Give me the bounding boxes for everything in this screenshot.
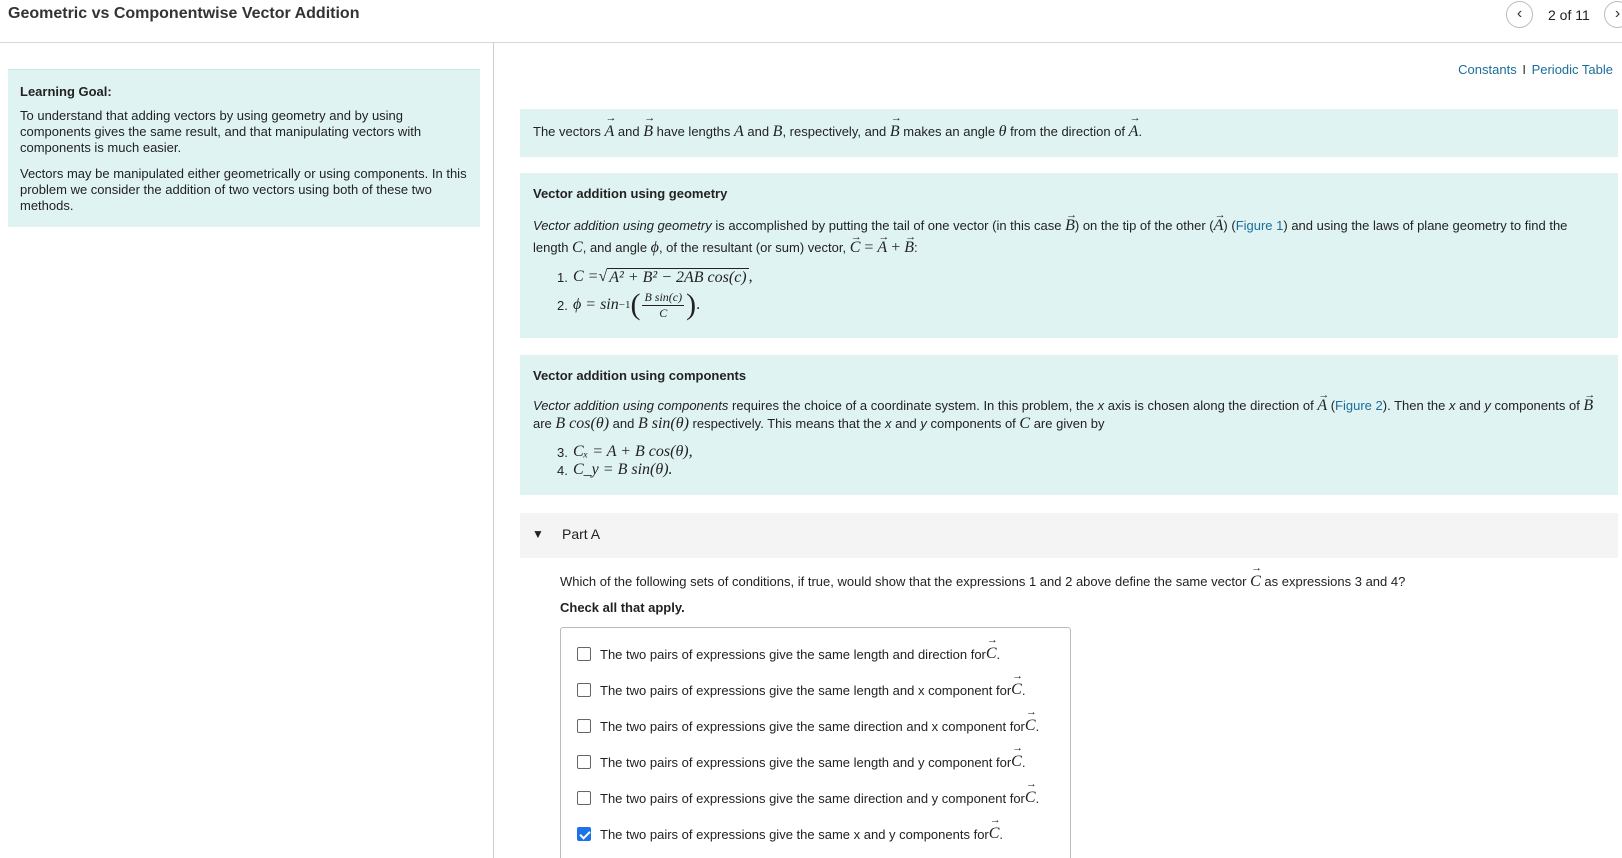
option-length-direction[interactable] (577, 636, 1054, 672)
vector-b: → B (643, 123, 653, 141)
vector-b: → B (1065, 215, 1075, 237)
components-section-title: Vector addition using components (533, 368, 747, 383)
chevron-right-icon: › (1614, 5, 1621, 22)
equation-superscript: −1 (618, 299, 631, 311)
equation-body: A² + B² − 2AB cos(c) (609, 268, 747, 286)
fraction-numerator: B sin(c) (644, 289, 683, 304)
components-text: are given by (1030, 416, 1105, 431)
equation-number: 4. (557, 462, 568, 478)
components-equations (557, 443, 1605, 479)
option-end: . (1021, 682, 1026, 698)
option-label: The two pairs of expressions give the same x and y components for (600, 826, 989, 842)
option-label: The two pairs of expressions give the same length and x component for (600, 682, 1012, 698)
length-b: B (772, 123, 783, 140)
geometry-text: ) on the tip of the other ( (1074, 218, 1214, 233)
question-text: as expressions 3 and 4? (1260, 574, 1406, 589)
b-cos-theta: B cos(θ) (555, 415, 610, 432)
axis-y: y (1484, 398, 1491, 413)
components-lead: Vector addition using components (533, 398, 729, 413)
components-text: and (609, 416, 638, 431)
link-separator: I (1522, 62, 1526, 77)
vector-c: → C (850, 237, 861, 259)
intro-text: . (1138, 124, 1143, 139)
vector-a: → A (1129, 123, 1139, 141)
constants-link[interactable]: Constants (1458, 62, 1517, 77)
vector-a: → A (1317, 397, 1327, 415)
axis-x: x (1097, 398, 1105, 413)
equation-4 (557, 461, 1605, 479)
close-paren: ) (686, 288, 697, 321)
equation-end: , (748, 268, 753, 285)
intro-text: makes an angle (899, 124, 999, 139)
vector-a: → A (605, 123, 615, 141)
intro-text: The vectors (533, 124, 605, 139)
answer-options (560, 627, 1071, 858)
part-a-label: Part A (562, 526, 601, 542)
length-a: A (733, 123, 744, 140)
intro-text: have lengths (653, 124, 734, 139)
periodic-table-link[interactable]: Periodic Table (1531, 62, 1613, 77)
components-text: components of (1490, 398, 1584, 413)
equation-number: 1. (557, 269, 568, 285)
page-header (0, 0, 1622, 43)
equation-1 (557, 263, 1605, 291)
checkbox[interactable] (577, 755, 591, 769)
fraction-denominator: C (659, 305, 668, 320)
sqrt-symbol: √ (598, 268, 608, 285)
vector-c: → C (1025, 789, 1036, 807)
geometry-text: : (914, 240, 918, 255)
components-text: ( (1327, 398, 1336, 413)
length-c: C (572, 239, 583, 256)
collapse-triangle-icon[interactable]: ▼ (532, 527, 544, 541)
components-text: components of (926, 416, 1020, 431)
option-end: . (1021, 754, 1026, 770)
angle-theta: θ (998, 123, 1007, 140)
learning-goal-text: To understand that adding vectors by using geometry and by using components gives the same result, and that manipulating vectors with components is much easier. (20, 108, 422, 155)
option-length-x[interactable] (577, 672, 1054, 708)
components-description (533, 397, 1605, 433)
part-a-header[interactable] (520, 513, 1618, 558)
learning-goal-title: Learning Goal: (20, 84, 112, 99)
equation-2 (557, 288, 1605, 321)
intro-text: and (743, 124, 773, 139)
length-c: C (1019, 415, 1031, 432)
figure-2-link[interactable]: Figure 2 (1335, 398, 1383, 413)
axis-y: y (920, 416, 927, 431)
components-text: respectively. This means that the (688, 416, 885, 431)
resource-links (1458, 62, 1613, 77)
geometry-text: ) and using the laws of plane geometry to find the length (533, 218, 1568, 255)
geometry-text: , and angle (582, 240, 651, 255)
equation-number: 2. (557, 297, 568, 313)
geometry-lead: Vector addition using geometry (533, 218, 712, 233)
geometry-text: is accomplished by putting the tail of one vector (in this case (711, 218, 1066, 233)
vector-c: → C (986, 645, 997, 663)
option-end: . (1035, 790, 1040, 806)
equation-lhs: ϕ = sin (573, 296, 619, 313)
equation-body: Cₓ = A + B cos(θ), (573, 443, 693, 460)
equals-sign: = (860, 239, 878, 256)
vector-c: → C (1025, 717, 1036, 735)
equation-body: C_y = B sin(θ). (573, 461, 673, 478)
vector-c: → C (1250, 573, 1261, 591)
option-label: The two pairs of expressions give the same direction and x component for (600, 718, 1025, 734)
figure-1-link[interactable]: Figure 1 (1235, 218, 1284, 233)
geometry-text: ) ( (1223, 218, 1236, 233)
components-section (520, 355, 1618, 495)
learning-goal-text: Vectors may be manipulated either geometrically or using components. In this problem we consider the addition of two vectors using both of these two methods. (20, 166, 467, 213)
previous-item-button[interactable] (1506, 1, 1533, 28)
part-a-question (560, 573, 1405, 591)
checkbox[interactable] (577, 647, 591, 661)
open-paren: ( (630, 288, 641, 321)
checkbox[interactable] (577, 683, 591, 697)
geometry-section (520, 173, 1618, 338)
b-sin-theta: B sin(θ) (637, 415, 689, 432)
vector-c: → C (1011, 681, 1022, 699)
chevron-left-icon: ‹ (1516, 5, 1523, 22)
axis-x: x (884, 416, 892, 431)
equation-end: . (696, 296, 701, 313)
panel-divider (493, 43, 494, 858)
vector-a: → A (1214, 215, 1224, 237)
fraction (642, 290, 684, 321)
option-end: . (1035, 718, 1040, 734)
option-direction-y[interactable] (577, 780, 1054, 816)
option-label: The two pairs of expressions give the same length and y component for (600, 754, 1012, 770)
option-direction-x[interactable] (577, 708, 1054, 744)
learning-goal-panel (8, 69, 480, 227)
page-title: Geometric vs Componentwise Vector Addition (8, 5, 360, 22)
option-label: The two pairs of expressions give the same length and direction for (600, 646, 986, 662)
next-item-button[interactable] (1604, 1, 1622, 28)
vector-c: → C (989, 825, 1000, 843)
vector-b: → B (1583, 397, 1593, 415)
problem-intro (520, 109, 1618, 157)
option-length-y[interactable] (577, 744, 1054, 780)
vector-b: → B (904, 237, 914, 259)
geometry-section-title: Vector addition using geometry (533, 186, 728, 201)
geometry-text: , of the resultant (or sum) vector, (658, 240, 850, 255)
axis-x: x (1449, 398, 1456, 413)
item-counter: 2 of 11 (1548, 7, 1590, 23)
option-label: The two pairs of expressions give the same direction and y component for (600, 790, 1025, 806)
equation-number: 3. (557, 444, 568, 460)
geometry-description (533, 215, 1605, 259)
angle-phi: ϕ (650, 239, 659, 256)
intro-text: and (614, 124, 644, 139)
components-text: and (1455, 398, 1485, 413)
components-text: are (533, 416, 556, 431)
question-text: Which of the following sets of conditions, if true, would show that the expressions 1 and 2 above define the same vector (560, 574, 1251, 589)
components-text: and (891, 416, 921, 431)
components-text: requires the choice of a coordinate system. In this problem, the (728, 398, 1098, 413)
components-text: ). Then the (1382, 398, 1449, 413)
option-end: . (999, 826, 1004, 842)
checkbox-checked[interactable] (577, 827, 591, 841)
intro-text: from the direction of (1006, 124, 1129, 139)
vector-c: → C (1011, 753, 1022, 771)
equation-3 (557, 443, 1605, 461)
vector-b: → B (890, 123, 900, 141)
option-end: . (996, 646, 1001, 662)
intro-text: , respectively, and (782, 124, 890, 139)
checkbox[interactable] (577, 719, 591, 733)
instruction-text: Check all that apply. (560, 600, 685, 615)
geometry-equations (557, 263, 1605, 319)
equation-lhs: C = (573, 268, 599, 285)
plus-sign: + (887, 239, 905, 256)
option-x-y[interactable] (577, 816, 1054, 852)
vector-a: → A (877, 237, 887, 259)
components-text: axis is chosen along the direction of (1104, 398, 1318, 413)
checkbox[interactable] (577, 791, 591, 805)
